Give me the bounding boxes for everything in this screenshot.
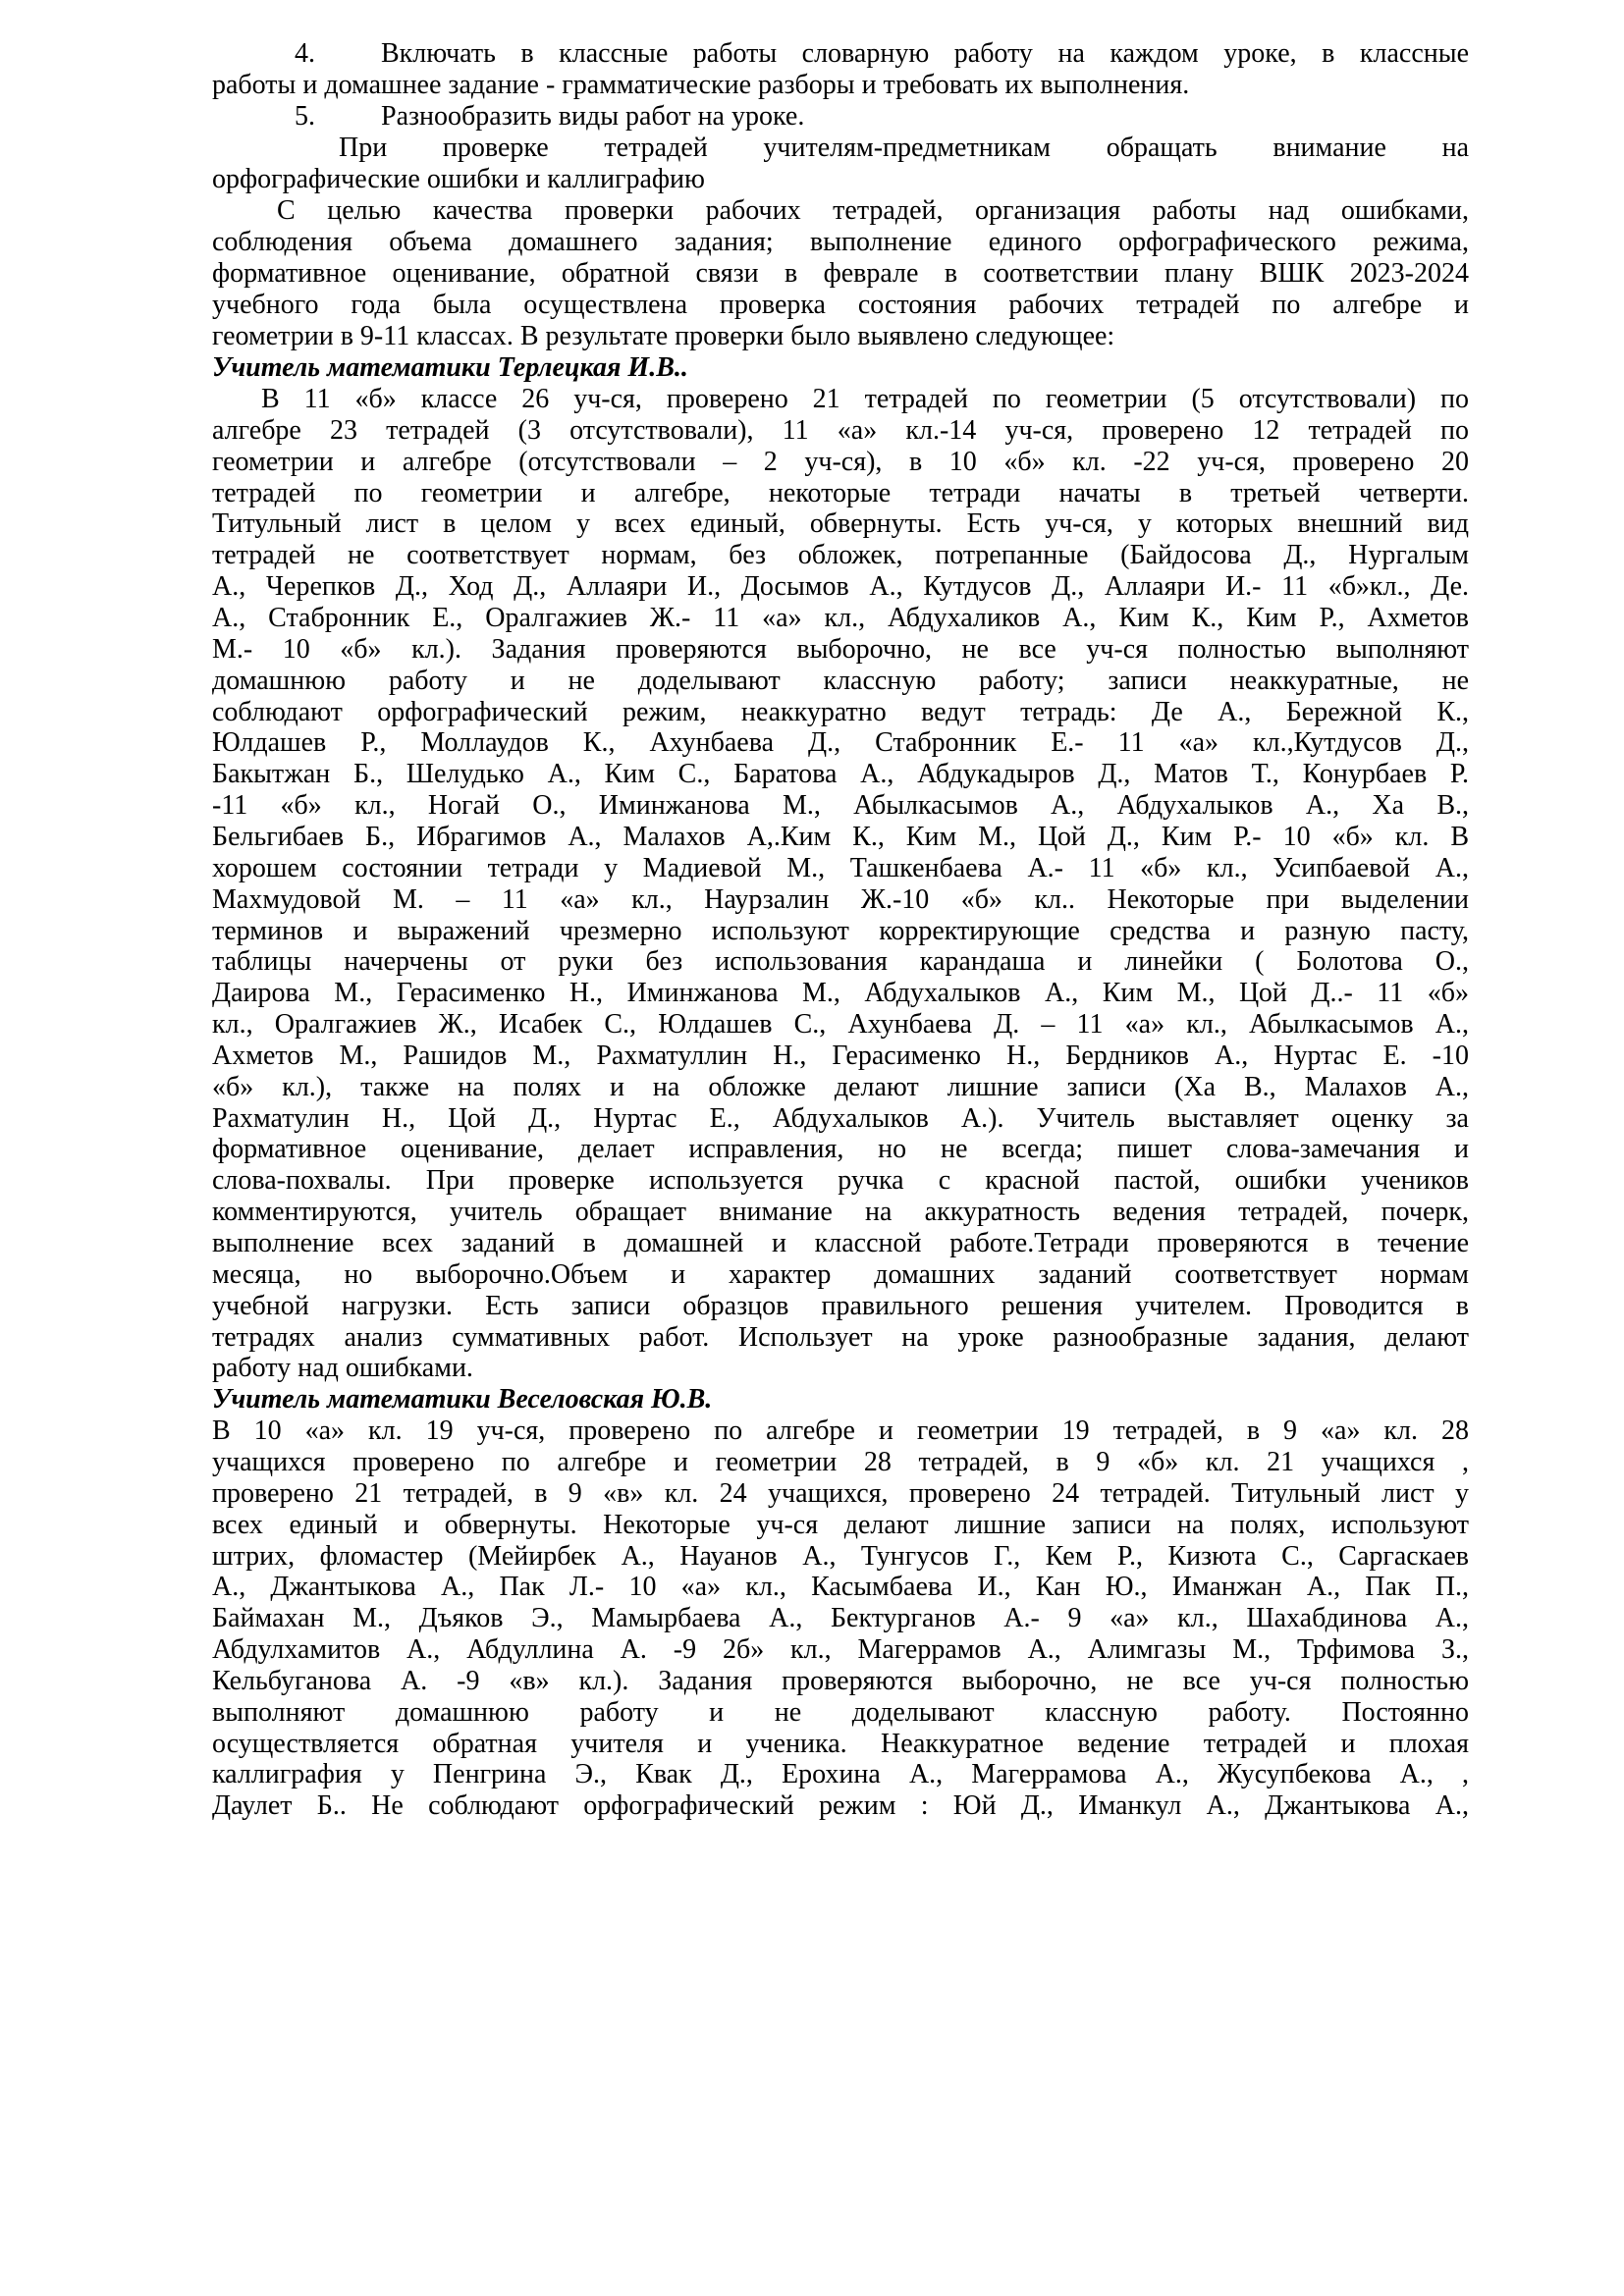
paragraph-line: Баймахан М., Дъяков Э., Мамырбаева А., Бектурганов А.- 9 «а» кл., Шахабдинова А., xyxy=(212,1603,1469,1634)
paragraph-line: каллиграфия у Пенгрина Э., Квак Д., Ерохина А., Магеррамова А., Жусупбекова А., , xyxy=(212,1759,1469,1790)
paragraph-line: учебной нагрузки. Есть записи образцов правильного решения учителем. Проводится в xyxy=(212,1290,1469,1321)
paragraph-line: В 10 «а» кл. 19 уч-ся, проверено по алгебре и геометрии 19 тетрадей, в 9 «а» кл. 28 xyxy=(212,1415,1469,1446)
paragraph-line: штрих, фломастер (Мейирбек А., Науанов А., Тунгусов Г., Кем Р., Кизюта С., Саргаскаев xyxy=(212,1540,1469,1572)
paragraph-line: В 11 «б» классе 26 уч-ся, проверено 21 тетрадей по геометрии (5 отсутствовали) по xyxy=(261,384,1469,414)
paragraph-line: хорошем состоянии тетради у Мадиевой М., Ташкенбаева А.- 11 «б» кл., Усипбаевой А., xyxy=(212,852,1469,883)
paragraph-line: геометрии и алгебре (отсутствовали – 2 уч-ся), в 10 «б» кл. -22 уч-ся, проверено 20 xyxy=(212,446,1469,477)
paragraph-line: С целью качества проверки рабочих тетрадей, организация работы над ошибками, xyxy=(277,195,1469,226)
paragraph-line: месяца, но выборочно.Объем и характер домашних заданий соответствует нормам xyxy=(212,1258,1469,1290)
paragraph-line: формативное оценивание, делает исправления, но не всегда; пишет слова-замечания и xyxy=(212,1134,1469,1165)
paragraph-line: учебного года была осуществлена проверка состояния рабочих тетрадей по алгебре и xyxy=(212,290,1469,320)
paragraph-line: А., Джантыкова А., Пак Л.- 10 «а» кл., Касымбаева И., Кан Ю., Иманжан А., Пак П., xyxy=(212,1572,1469,1603)
paragraph-line: орфографические ошибки и каллиграфию xyxy=(212,164,705,194)
paragraph-line: кл., Оралгажиев Ж., Исабек С., Юлдашев С., Ахунбаева Д. – 11 «а» кл., Абылкасымов А., xyxy=(212,1009,1469,1040)
paragraph-line: работу над ошибками. xyxy=(212,1353,473,1384)
paragraph-line: Юлдашев Р., Моллаудов К., Ахунбаева Д., Стабронник Е.- 11 «а» кл.,Кутдусов Д., xyxy=(212,727,1469,759)
paragraph-line: таблицы начерчены от руки без использования карандаша и линейки ( Болотова О., xyxy=(212,946,1469,978)
paragraph-line: М.- 10 «б» кл.). Задания проверяются выборочно, не все уч-ся полностью выполняют xyxy=(212,633,1469,665)
paragraph-line: слова-похвалы. При проверке используется ручка с красной пастой, ошибки учеников xyxy=(212,1165,1469,1197)
paragraph-line: домашнюю работу и не доделывают классную работу; записи неаккуратные, не xyxy=(212,665,1469,696)
paragraph-line: Даирова М., Герасименко Н., Иминжанова М., Абдухалыков А., Ким М., Цой Д..- 11 «б» xyxy=(212,978,1469,1009)
paragraph-line: осуществляется обратная учителя и ученика. Неаккуратное ведение тетрадей и плохая xyxy=(212,1728,1469,1759)
paragraph-line: -11 «б» кл., Ногай О., Иминжанова М., Абылкасымов А., Абдухалыков А., Ха В., xyxy=(212,790,1469,821)
paragraph-line: Кельбуганова А. -9 «в» кл.). Задания проверяются выборочно, не все уч-ся полностью xyxy=(212,1665,1469,1696)
paragraph-line: Рахматулин Н., Цой Д., Нуртас Е., Абдухалыков А.). Учитель выставляет оценку за xyxy=(212,1102,1469,1134)
paragraph-line: учащихся проверено по алгебре и геометрии 28 тетрадей, в 9 «б» кл. 21 учащихся , xyxy=(212,1446,1469,1477)
list-item-number: 5. xyxy=(295,101,315,132)
paragraph-line: соблюдают орфографический режим, неаккуратно ведут тетрадь: Де А., Бережной К., xyxy=(212,696,1469,727)
section-heading: Учитель математики Веселовская Ю.В. xyxy=(212,1384,713,1415)
paragraph-line: А., Черепков Д., Ход Д., Аллаяри И., Досымов А., Кутдусов Д., Аллаяри И.- 11 «б»кл., Де. xyxy=(212,571,1469,603)
paragraph-line: терминов и выражений чрезмерно используют корректирующие средства и разную пасту, xyxy=(212,915,1469,946)
paragraph-line: Даулет Б.. Не соблюдают орфографический режим : Юй Д., Иманкул А., Джантыкова А., xyxy=(212,1790,1469,1822)
paragraph-line: всех единый и обвернуты. Некоторые уч-ся делают лишние записи на полях, используют xyxy=(212,1509,1469,1540)
section-heading: Учитель математики Терлецкая И.В.. xyxy=(212,352,688,383)
list-item-continuation: работы и домашнее задание - грамматические разборы и требовать их выполнения. xyxy=(212,70,1190,100)
paragraph-line: тетрадей не соответствует нормам, без обложек, потрепанные (Байдосова Д., Нургалым xyxy=(212,540,1469,571)
paragraph-line: геометрии в 9-11 классах. В результате проверки было выявлено следующее: xyxy=(212,321,1115,351)
list-item-number: 4. xyxy=(295,38,315,69)
list-item-text: Включать в классные работы словарную работу на каждом уроке, в классные xyxy=(381,38,1469,69)
paragraph-line: тетрадях анализ суммативных работ. Использует на уроке разнообразные задания, делают xyxy=(212,1321,1469,1353)
paragraph-line: Титульный лист в целом у всех единый, обвернуты. Есть уч-ся, у которых внешний вид xyxy=(212,508,1469,540)
paragraph-line: выполнение всех заданий в домашней и классной работе.Тетради проверяются в течение xyxy=(212,1228,1469,1258)
paragraph-line: соблюдения объема домашнего задания; выполнение единого орфографического режима, xyxy=(212,227,1469,257)
paragraph-line: выполняют домашнюю работу и не доделывают классную работу. Постоянно xyxy=(212,1696,1469,1728)
paragraph-line: формативное оценивание, обратной связи в феврале в соответствии плану ВШК 2023-2024 xyxy=(212,258,1469,289)
paragraph-line: «б» кл.), также на полях и на обложке делают лишние записи (Ха В., Малахов А., xyxy=(212,1071,1469,1102)
paragraph-line: Махмудовой М. – 11 «а» кл., Наурзалин Ж.-10 «б» кл.. Некоторые при выделении xyxy=(212,883,1469,915)
paragraph-line: При проверке тетрадей учителям-предметникам обращать внимание на xyxy=(339,133,1469,163)
paragraph-line: проверено 21 тетрадей, в 9 «в» кл. 24 учащихся, проверено 24 тетрадей. Титульный лист у xyxy=(212,1477,1469,1509)
paragraph-line: А., Стабронник Е., Оралгажиев Ж.- 11 «а» кл., Абдухаликов А., Ким К., Ким Р., Ахметов xyxy=(212,603,1469,633)
paragraph-line: Бакытжан Б., Шелудько А., Ким С., Баратова А., Абдукадыров Д., Матов Т., Конурбаев Р. xyxy=(212,759,1469,790)
paragraph-line: алгебре 23 тетрадей (3 отсутствовали), 11 «а» кл.-14 уч-ся, проверено 12 тетрадей по xyxy=(212,414,1469,446)
paragraph-line: комментируются, учитель обращает внимание на аккуратность ведения тетрадей, почерк, xyxy=(212,1197,1469,1228)
paragraph-line: Ахметов М., Рашидов М., Рахматуллин Н., Герасименко Н., Бердников А., Нуртас Е. -10 xyxy=(212,1040,1469,1071)
paragraph-line: Абдулхамитов А., Абдуллина А. -9 2б» кл., Магеррамов А., Алимгазы М., Трфимова З., xyxy=(212,1634,1469,1665)
paragraph-line: Бельгибаев Б., Ибрагимов А., Малахов А,.Ким К., Ким М., Цой Д., Ким Р.- 10 «б» кл. В xyxy=(212,821,1469,852)
list-item-text: Разнообразить виды работ на уроке. xyxy=(381,101,805,132)
paragraph-line: тетрадей по геометрии и алгебре, некоторые тетради начаты в третьей четверти. xyxy=(212,477,1469,508)
